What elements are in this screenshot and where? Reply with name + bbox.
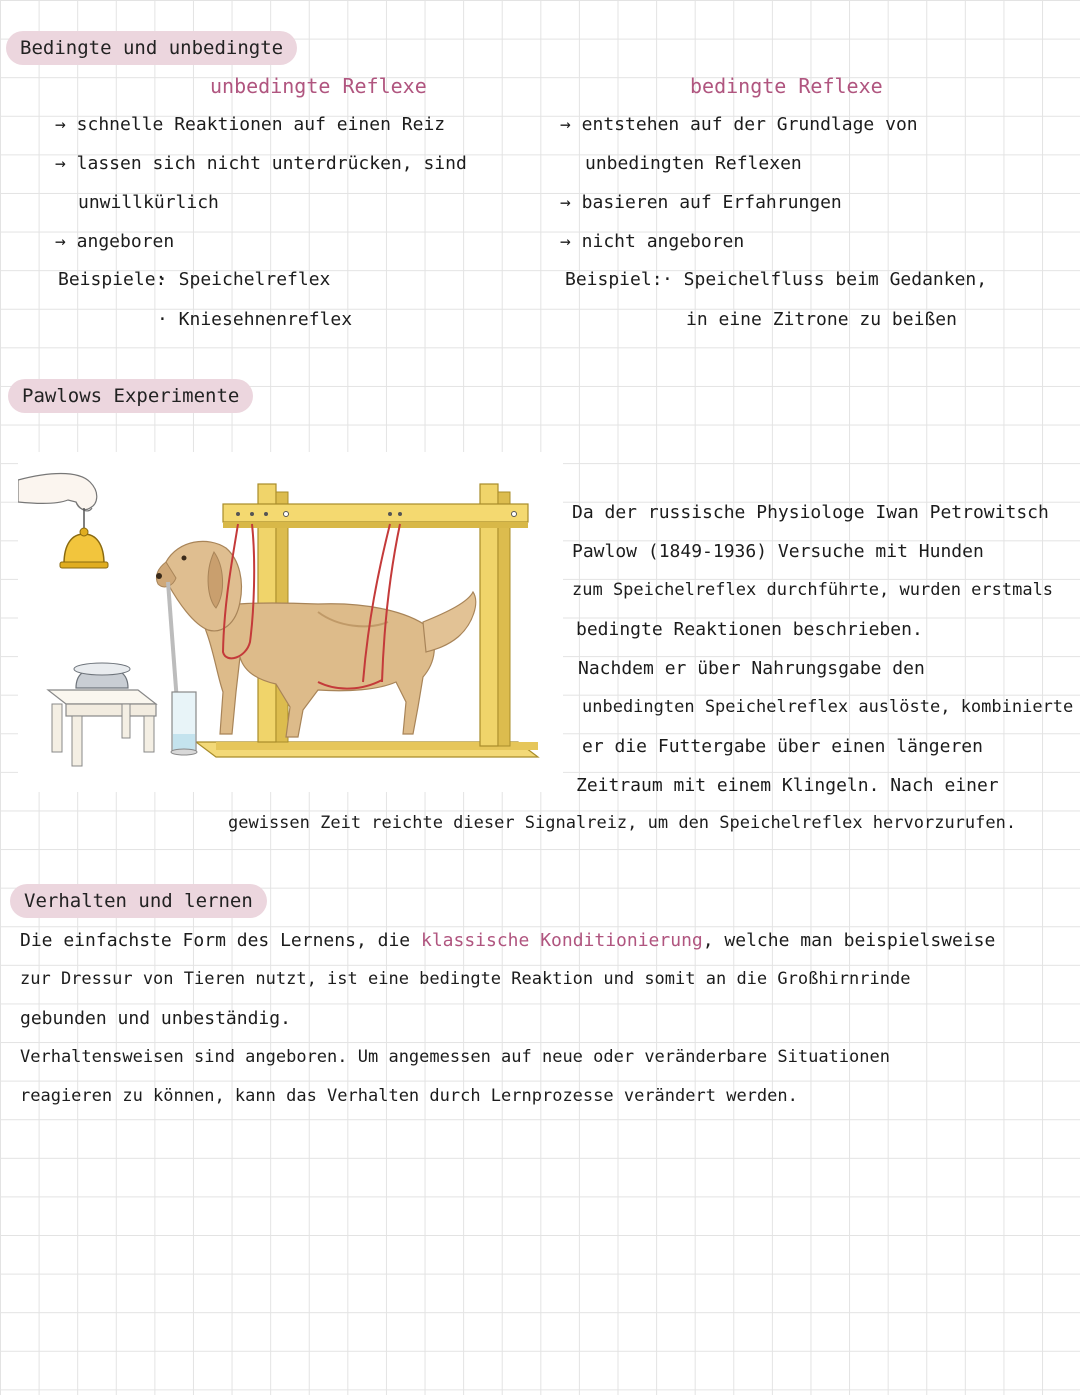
pawlow-text-line-6: unbedingten Speichelreflex auslöste, kombinierte [582, 697, 1074, 717]
pavlov-dog-illustration [18, 452, 563, 792]
bell-icon [60, 528, 108, 568]
left-column-title: unbedingte Reflexe [210, 74, 427, 98]
pawlow-text-line-5: Nachdem er über Nahrungsgabe den [578, 658, 925, 679]
pawlow-text-line-8: Zeitraum mit einem Klingeln. Nach einer [576, 775, 999, 796]
section-heading-verhalten: Verhalten und lernen [10, 884, 267, 918]
dog-illustration [156, 541, 476, 737]
section-heading-pawlow: Pawlows Experimente [8, 379, 253, 413]
lernen-paragraph-line-2: zur Dressur von Tieren nutzt, ist eine bedingte Reaktion und somit an die Großhirnrinde [20, 969, 911, 989]
left-bullet-3: → angeboren [55, 231, 175, 252]
right-column-title: bedingte Reflexe [690, 74, 883, 98]
left-bullet-1: → schnelle Reaktionen auf einen Reiz [55, 114, 446, 135]
food-bowl-table [48, 663, 156, 766]
pawlow-text-line-7: er die Futtergabe über einen längeren [582, 736, 983, 757]
left-examples-label: Beispiele: [58, 269, 167, 290]
left-bullet-2: → lassen sich nicht unterdrücken, sind [55, 153, 467, 174]
left-example-2: · Kniesehnenreflex [157, 309, 353, 330]
right-example-line-2: in eine Zitrone zu beißen [686, 309, 957, 330]
right-bullet-1: → entstehen auf der Grundlage von [560, 114, 918, 135]
pawlow-text-line-3: zum Speichelreflex durchführte, wurden erstmals [572, 580, 1054, 600]
right-example-line-1: · Speichelfluss beim Gedanken, [662, 269, 988, 290]
right-bullet-1-cont: unbedingten Reflexen [585, 153, 802, 174]
lernen-paragraph-line-1 [20, 921, 995, 960]
lernen-line-1-before: Die einfachste Form des Lernens, die [20, 930, 411, 951]
left-example-1: · Speichelreflex [157, 269, 331, 290]
pawlow-text-line-2: Pawlow (1849-1936) Versuche mit Hunden [572, 541, 984, 562]
measuring-cylinder [171, 692, 197, 755]
left-bullet-2-cont: unwillkürlich [78, 192, 219, 213]
lernen-line-1-after: , welche man beispielsweise [702, 930, 996, 951]
lernen-paragraph-line-3: gebunden und unbeständig. [20, 1008, 291, 1029]
pawlow-text-line-1: Da der russische Physiologe Iwan Petrowitsch [572, 502, 1049, 523]
right-bullet-3: → nicht angeboren [560, 231, 745, 252]
right-example-label: Beispiel: [565, 269, 663, 290]
verhalten-paragraph-line-1: Verhaltensweisen sind angeboren. Um angemessen auf neue oder veränderbare Situationen [20, 1047, 890, 1067]
pawlow-text-line-4: bedingte Reaktionen beschrieben. [576, 619, 923, 640]
right-bullet-2: → basieren auf Erfahrungen [560, 192, 842, 213]
pawlow-text-line-9: gewissen Zeit reichte dieser Signalreiz, um den Speichelreflex hervorzurufen. [228, 813, 1017, 833]
section-heading-reflexe: Bedingte und unbedingte [6, 31, 297, 65]
verhalten-paragraph-line-2: reagieren zu können, kann das Verhalten durch Lernprozesse verändert werden. [20, 1086, 798, 1106]
klassische-konditionierung-term: klassische Konditionierung [420, 930, 703, 951]
